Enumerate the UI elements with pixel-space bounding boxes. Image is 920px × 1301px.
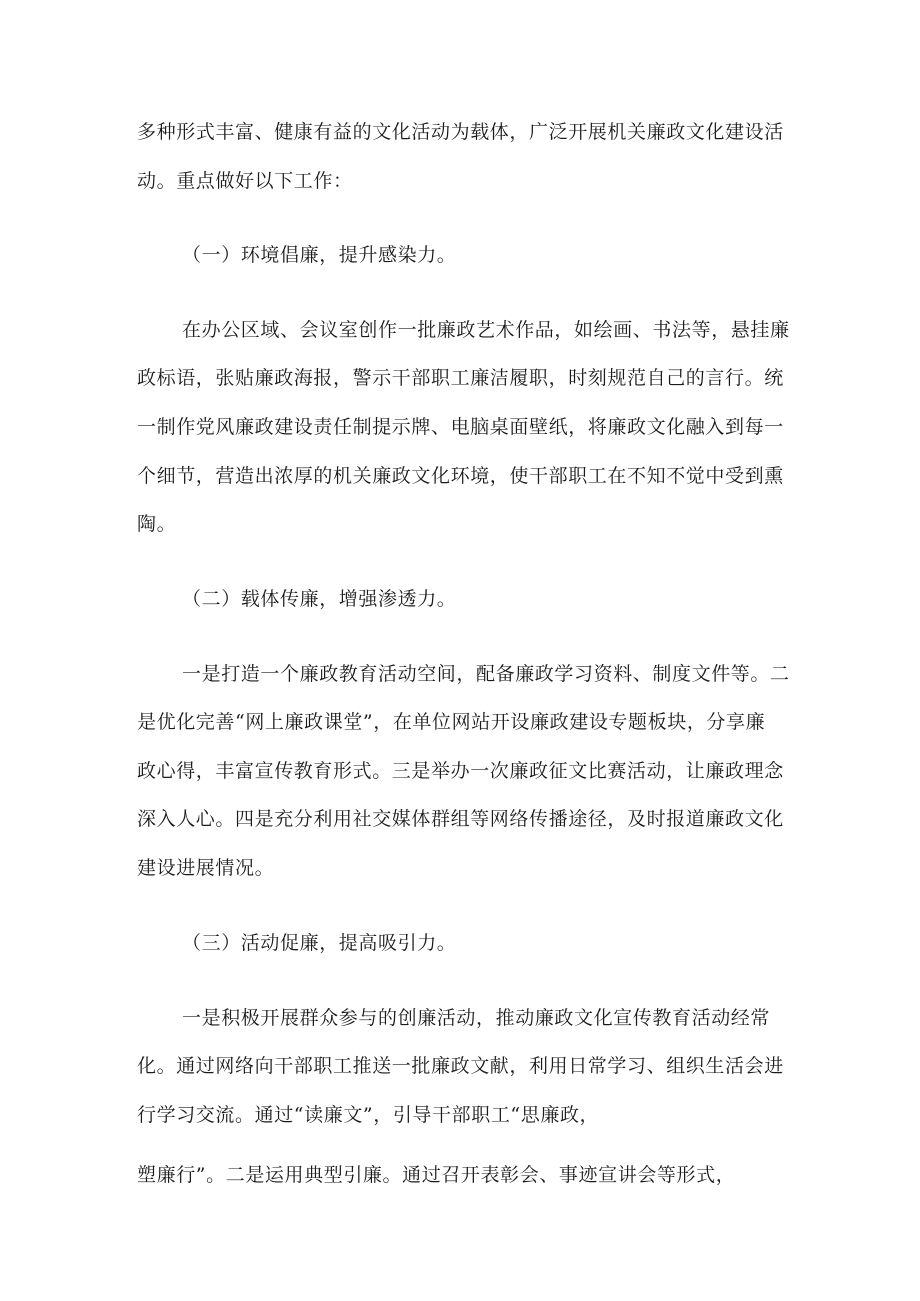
section-3-line-2: 化。通过网络向干部职工推送一批廉政文献，利用日常学习、组织生活会进 [137, 1055, 784, 1077]
section-2-line-4: 深入人心。四是充分利用社交媒体群组等网络传播途径，及时报道廉政文化 [137, 808, 784, 830]
section-1-line-5: 陶。 [137, 513, 177, 535]
section-3-heading: （三）活动促廉，提高吸引力。 [182, 932, 457, 954]
section-1-line-2: 政标语，张贴廉政海报，警示干部职工廉洁履职，时刻规范自己的言行。统 [137, 367, 784, 389]
section-3-line-4: 塑廉行”。二是运用典型引廉。通过召开表彰会、事迹宣讲会等形式， [137, 1164, 736, 1186]
intro-line-2: 动。重点做好以下工作： [137, 170, 353, 192]
section-2-line-5: 建设进展情况。 [137, 857, 275, 879]
section-3-line-1: 一是积极开展群众参与的创廉活动，推动廉政文化宣传教育活动经常 [182, 1007, 771, 1029]
section-2-line-1: 一是打造一个廉政教育活动空间，配备廉政学习资料、制度文件等。二 [182, 663, 790, 685]
intro-line-1: 多种形式丰富、健康有益的文化活动为载体，广泛开展机关廉政文化建设活 [137, 121, 784, 143]
section-1-heading: （一）环境倡廉，提升感染力。 [182, 244, 457, 266]
section-1-line-1: 在办公区域、会议室创作一批廉政艺术作品，如绘画、书法等，悬挂廉 [182, 319, 790, 341]
section-3-line-3: 行学习交流。通过“读廉文”，引导干部职工“思廉政， [137, 1104, 600, 1126]
section-2-heading: （二）载体传廉，增强渗透力。 [182, 588, 457, 610]
section-1-line-4: 个细节，营造出浓厚的机关廉政文化环境，使干部职工在不知不觉中受到熏 [137, 465, 784, 487]
section-2-line-3: 政心得，丰富宣传教育形式。三是举办一次廉政征文比赛活动，让廉政理念 [137, 760, 784, 782]
section-1-line-3: 一制作党风廉政建设责任制提示牌、电脑桌面壁纸，将廉政文化融入到每一 [137, 416, 784, 438]
section-2-line-2: 是优化完善“网上廉政课堂”，在单位网站开设廉政建设专题板块，分享廉 [137, 711, 766, 733]
